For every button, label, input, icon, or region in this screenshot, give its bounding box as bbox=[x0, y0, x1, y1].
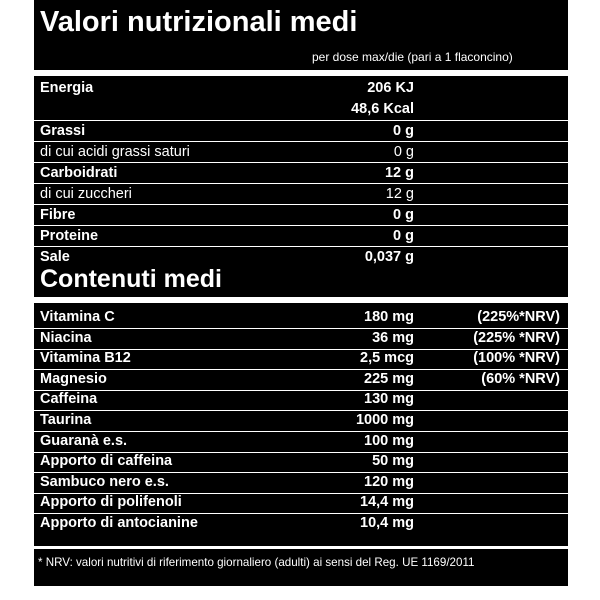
nutrition-value: 48,6 Kcal bbox=[351, 101, 414, 117]
contents-nrv: (60% *NRV) bbox=[481, 370, 560, 387]
contents-label: Niacina bbox=[40, 329, 92, 346]
contents-label: Apporto di polifenoli bbox=[40, 494, 182, 511]
contents-value: 50 mg bbox=[372, 453, 414, 470]
contents-nrv: (225%*NRV) bbox=[477, 309, 560, 325]
dose-subtitle: per dose max/die (pari a 1 flaconcino) bbox=[312, 50, 513, 64]
row-divider bbox=[34, 120, 568, 121]
panel-title: Valori nutrizionali medi bbox=[40, 6, 358, 38]
contents-label: Guaranà e.s. bbox=[40, 432, 128, 449]
contents-value: 130 mg bbox=[364, 391, 414, 408]
row-divider bbox=[34, 390, 568, 391]
nutrition-label: Sale bbox=[40, 249, 70, 265]
contents-title: Contenuti medi bbox=[40, 265, 222, 293]
nutrition-label: di cui zuccheri bbox=[40, 186, 132, 202]
row-divider bbox=[34, 204, 568, 205]
contents-value: 225 mg bbox=[364, 370, 414, 387]
contents-value: 2,5 mcg bbox=[360, 350, 414, 367]
nutrition-value: 12 g bbox=[384, 165, 414, 181]
nutrition-label: Energia bbox=[40, 80, 94, 96]
contents-label: Apporto di caffeina bbox=[40, 453, 173, 470]
contents-label: Sambuco nero e.s. bbox=[40, 473, 169, 490]
contents-nrv: (100% *NRV) bbox=[473, 350, 560, 367]
nutrition-value: 206 KJ bbox=[367, 80, 414, 96]
row-divider bbox=[34, 141, 568, 142]
row-divider bbox=[34, 225, 568, 226]
row-divider bbox=[34, 246, 568, 247]
contents-value: 36 mg bbox=[372, 329, 414, 346]
thick-divider-contents bbox=[34, 297, 568, 303]
thick-divider-top bbox=[34, 70, 568, 76]
contents-value: 14,4 mg bbox=[360, 494, 414, 511]
nutrition-value: 0,037 g bbox=[364, 249, 414, 265]
contents-value: 100 mg bbox=[364, 432, 414, 449]
divider-footnote bbox=[34, 546, 568, 549]
nutrition-value: 0 g bbox=[393, 144, 414, 160]
contents-label: Vitamina B12 bbox=[40, 350, 131, 367]
nutrition-label: Grassi bbox=[40, 123, 86, 139]
row-divider bbox=[34, 162, 568, 163]
nutrition-label: Proteine bbox=[40, 228, 99, 244]
contents-value: 10,4 mg bbox=[360, 515, 414, 531]
nutrition-label-panel bbox=[34, 0, 568, 586]
nutrition-value: 0 g bbox=[393, 123, 414, 139]
nutrition-label: Fibre bbox=[40, 207, 76, 223]
contents-value: 1000 mg bbox=[355, 412, 414, 428]
contents-value: 120 mg bbox=[364, 473, 414, 490]
contents-nrv: (225% *NRV) bbox=[473, 329, 560, 346]
nutrition-label: di cui acidi grassi saturi bbox=[40, 144, 190, 160]
contents-value: 180 mg bbox=[364, 309, 414, 325]
row-divider bbox=[34, 183, 568, 184]
contents-label: Taurina bbox=[40, 412, 92, 428]
nutrition-value: 0 g bbox=[393, 207, 414, 223]
contents-label: Apporto di antocianine bbox=[40, 515, 198, 531]
contents-label: Vitamina C bbox=[40, 309, 115, 325]
nutrition-label: Carboidrati bbox=[40, 165, 118, 181]
row-divider bbox=[34, 410, 568, 411]
nrv-footnote: * NRV: valori nutritivi di riferimento giornaliero (adulti) ai sensi del Reg. UE 1169/2011 bbox=[38, 556, 475, 569]
contents-label: Caffeina bbox=[40, 391, 98, 408]
nutrition-value: 0 g bbox=[393, 228, 414, 244]
nutrition-value: 12 g bbox=[385, 186, 414, 202]
contents-label: Magnesio bbox=[40, 370, 107, 387]
